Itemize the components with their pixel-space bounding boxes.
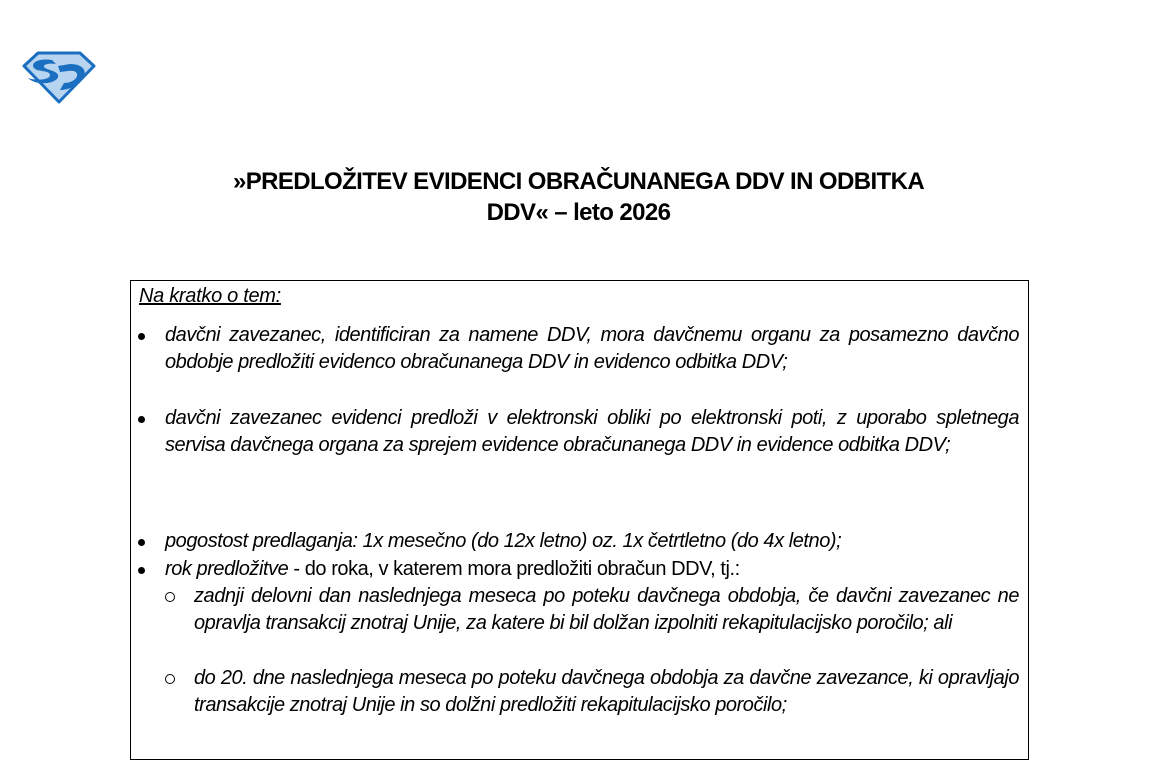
list-item: [165, 322, 1019, 376]
sub-list-item: [194, 583, 1019, 637]
sub-list-item-text: zadnji delovni dan naslednjega meseca po poteku davčnega obdobja, če davčni zavezanec ne opravlja transakcij znotraj Unije, za katere bi bil dolžan izpolniti rekapitulacijsko poročilo; ali: [194, 585, 1019, 634]
list-item-label: rok predložitve: [165, 558, 289, 580]
bullet-icon: [138, 333, 145, 340]
title-line-1: »PREDLOŽITEV EVIDENCI OBRAČUNANEGA DDV IN ODBITKA: [232, 168, 925, 195]
bullet-icon: [138, 539, 145, 546]
title-line-2: DDV« – leto 2026: [486, 199, 671, 226]
bullet-icon: [138, 567, 145, 574]
summary-box: [130, 280, 1029, 760]
list-item: [165, 528, 1019, 555]
summary-heading: Na kratko o tem:: [139, 285, 281, 307]
list-item: [165, 405, 1019, 459]
document-title: [0, 166, 1157, 228]
list-item-text: davčni zavezanec, identificiran za namene DDV, mora davčnemu organu za posamezno davčno obdobje predložiti evidenco obračunanega DDV in evidenco odbitka DDV;: [165, 324, 1019, 373]
circle-bullet-icon: [165, 674, 175, 684]
sub-list-item: [194, 665, 1019, 719]
list-item-text: davčni zavezanec evidenci predloži v elektronski obliki po elektronski poti, z uporabo spletnega servisa davčnega organa za sprejem evidence obračunanega DDV in evidence odbitka DDV;: [165, 407, 1019, 456]
sd-logo-icon: [22, 50, 96, 104]
bullet-icon: [138, 416, 145, 423]
circle-bullet-icon: [165, 592, 175, 602]
list-item-text: pogostost predlaganja: 1x mesečno (do 12x letno) oz. 1x četrtletno (do 4x letno);: [165, 530, 842, 552]
list-item-text: - do roka, v katerem mora predložiti obračun DDV, tj.:: [288, 558, 740, 580]
list-item: [165, 556, 1019, 583]
sub-list-item-text: do 20. dne naslednjega meseca po poteku davčnega obdobja za davčne zavezance, ki opravljajo transakcije znotraj Unije in so dolžni predložiti rekapitulacijsko poročilo;: [194, 667, 1019, 716]
